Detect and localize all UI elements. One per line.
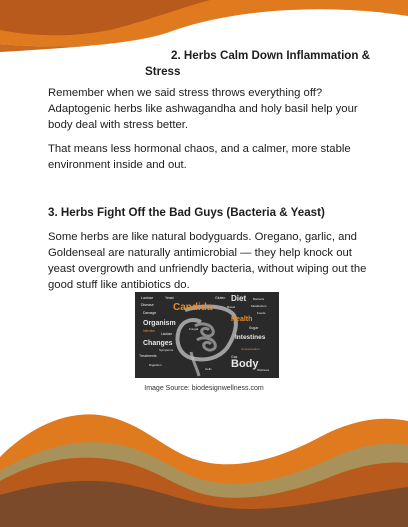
word-body: Body — [231, 358, 259, 370]
word-bacteria: Bacteria — [253, 297, 265, 301]
word-symptoms: Symptoms — [159, 348, 174, 352]
word-changes: Changes — [143, 340, 173, 347]
word-wellness: Wellness — [257, 368, 270, 372]
word-bowel: Bowel — [227, 305, 236, 309]
section-heading-2: 2. Herbs Calm Down Inflammation & Stress — [145, 49, 371, 78]
word-digestion: Digestion — [149, 363, 162, 367]
word-lactose: Lactose — [141, 296, 154, 300]
word-treatments: Treatments — [139, 354, 157, 358]
bottom-wave-decoration — [0, 397, 408, 527]
word-fungal: Fungal — [189, 327, 199, 331]
word-concentration: Concentration — [241, 347, 260, 351]
word-gluten: Gluten — [215, 296, 226, 300]
word-candida: Candida — [173, 302, 213, 313]
word-intestines: Intestines — [235, 334, 266, 341]
gut-word-cloud-image — [135, 292, 279, 378]
word-organism: Organism — [143, 320, 176, 327]
word-infection: Infection — [143, 329, 156, 333]
word-gas: Gas — [231, 355, 238, 359]
word-damage: Damage — [143, 311, 157, 315]
word-cells: Cells — [205, 367, 212, 371]
word-metabolism: Metabolism — [251, 304, 267, 308]
word-health: Health — [231, 316, 253, 323]
paragraph-2: That means less hormonal chaos, and a calmer, more stable environment inside and out. — [48, 143, 351, 171]
word-disease: Disease — [141, 303, 154, 307]
word-yeast: Yeast — [165, 296, 174, 300]
word-lactase: Lactase — [161, 332, 173, 336]
word-foods: Foods — [257, 311, 266, 315]
section-heading-3: 3. Herbs Fight Off the Bad Guys (Bacteria & Yeast) — [48, 206, 325, 219]
paragraph-3: Some herbs are like natural bodyguards. Oregano, garlic, and Goldenseal are naturally antimicrobial — they help knock out yeast overgrowth and unfriendly bacteria, without wiping out the good stuff like antibiotics do. — [48, 231, 367, 291]
word-diet: Diet — [231, 294, 247, 303]
image-caption: Image Source: biodesignwellness.com — [144, 385, 264, 392]
paragraph-1: Remember when we said stress throws everything off? Adaptogenic herbs like ashwagandha and holy basil help your body deal with stress better. — [48, 87, 358, 131]
word-sugar: Sugar — [249, 326, 259, 330]
